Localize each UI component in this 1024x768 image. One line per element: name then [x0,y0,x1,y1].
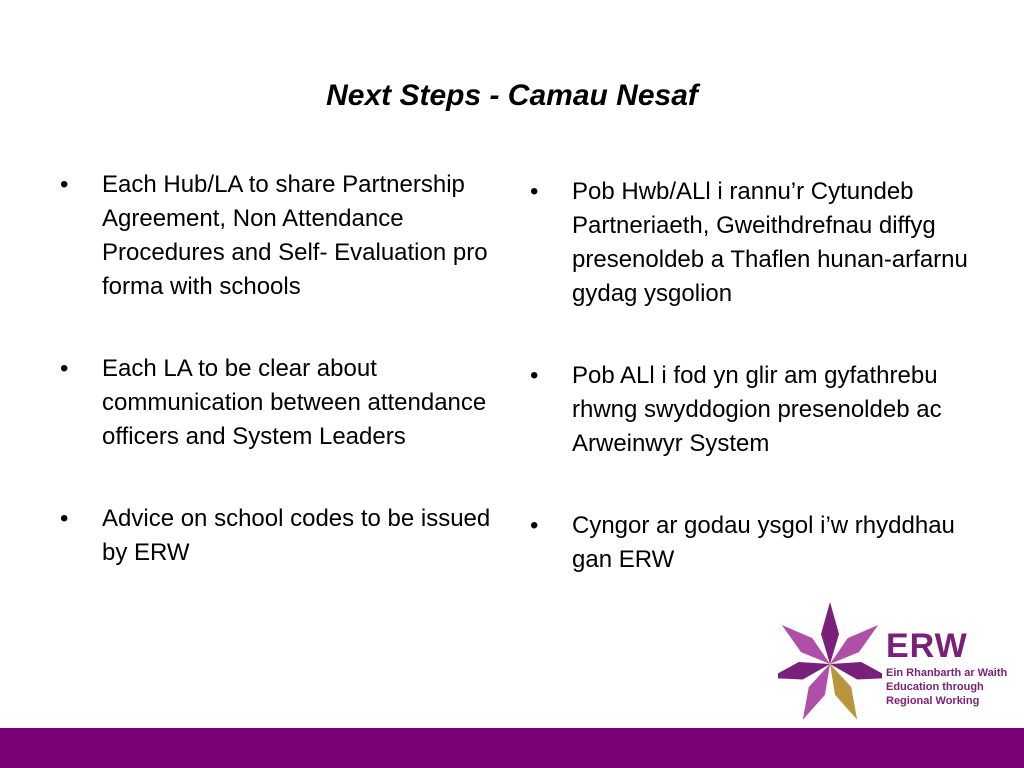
list-item-text: Each LA to be clear about communication between attendance officers and System Leaders [102,355,487,450]
list-item-text: Advice on school codes to be issued by ERW [102,505,491,566]
bullet-icon: • [60,171,69,198]
bullet-icon: • [60,355,69,382]
logo-tagline-welsh: Ein Rhanbarth ar Waith [886,667,1008,679]
logo-tagline-line2: Education through [886,681,984,693]
right-bullet-list [530,175,970,625]
bullet-icon: • [60,505,69,532]
list-item [60,502,500,570]
list-item [530,359,970,461]
list-item-text: Each Hub/LA to share Partnership Agreement, Non Attendance Procedures and Self- Evaluation pro forma with schools [102,171,488,300]
erw-logo [778,600,1008,726]
left-bullet-list [60,168,500,618]
list-item-text: Pob ALl i fod yn glir am gyfathrebu rhwng swyddogion presenoldeb ac Arweinwyr System [572,362,942,457]
bullet-icon: • [530,362,539,389]
logo-name: ERW [886,627,968,665]
footer-bar [0,728,1024,768]
bullet-icon: • [530,178,539,205]
slide-title: Next Steps - Camau Nesaf [326,79,698,112]
bullet-icon: • [530,512,539,539]
list-item-text: Cyngor ar godau ysgol i’w rhyddhau gan ERW [572,512,955,573]
list-item [530,509,970,577]
list-item-text: Pob Hwb/ALl i rannu’r Cytundeb Partneriaeth, Gweithdrefnau diffyg presenoldeb a Thaflen hunan-arfarnu gydag ysgolion [572,178,968,307]
list-item [530,175,970,311]
list-item [60,352,500,454]
star-icon [778,600,882,726]
logo-tagline-line3: Regional Working [886,695,980,707]
list-item [60,168,500,304]
